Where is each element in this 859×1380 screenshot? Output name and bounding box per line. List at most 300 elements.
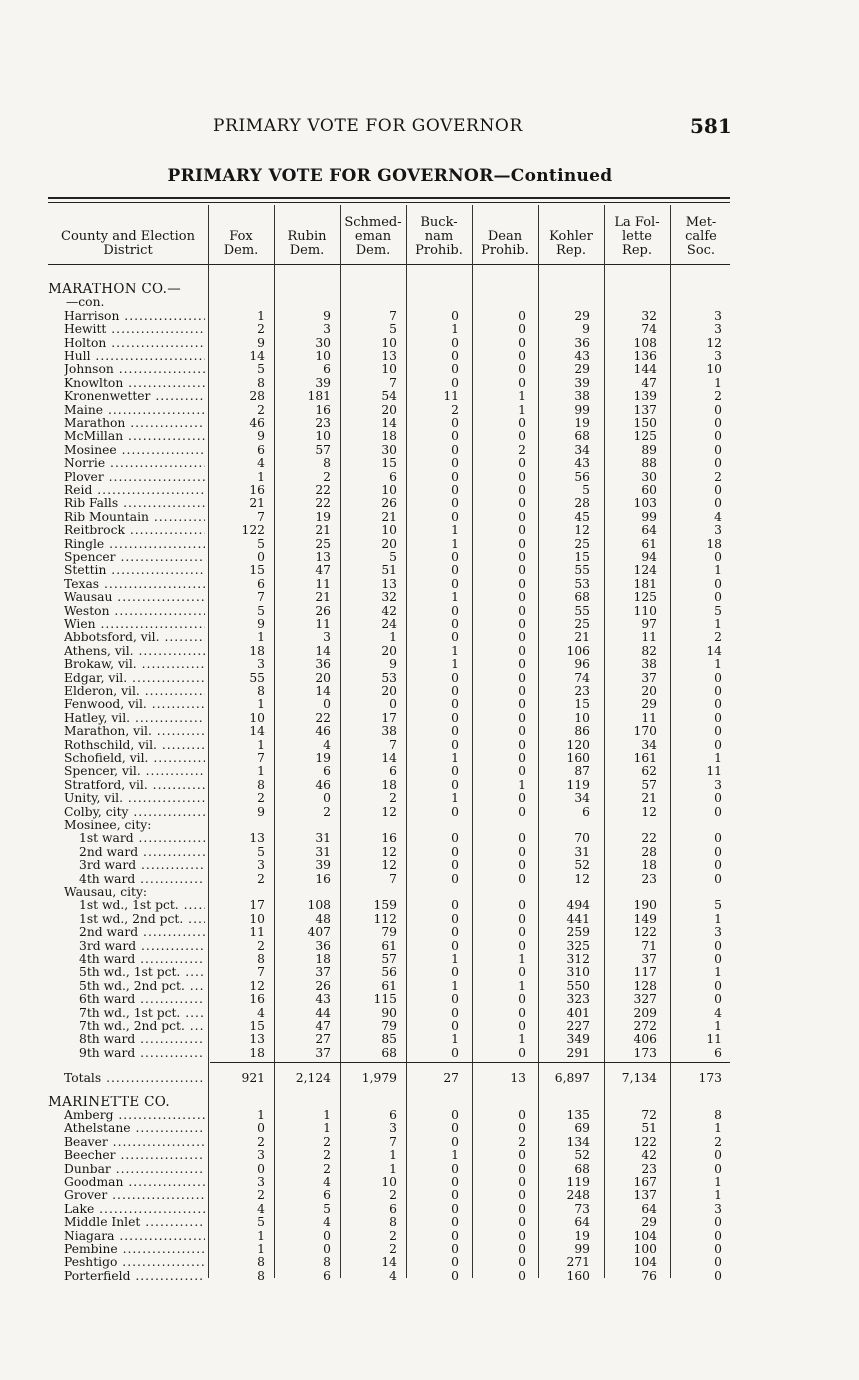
cell-value: 1 — [518, 389, 526, 404]
cell-value: 6 — [389, 469, 397, 484]
table-row — [48, 538, 738, 551]
cell-value: 25 — [574, 536, 590, 551]
cell-value: 1 — [257, 1242, 265, 1256]
cell-value: 44 — [315, 1005, 331, 1020]
cell-value: 2,124 — [295, 1071, 331, 1086]
table-row — [48, 1020, 738, 1033]
row-label-text: Elderon, vil. — [64, 685, 140, 698]
cell-value: 30 — [315, 335, 331, 350]
cell-value: 0 — [451, 858, 459, 873]
schmedeman-header — [340, 216, 406, 258]
cell-value: 74 — [574, 670, 590, 685]
row-label — [79, 1047, 205, 1060]
cell-value: 32 — [641, 308, 657, 323]
cell-value: 0 — [518, 630, 526, 645]
row-label — [79, 859, 205, 872]
cell-value: 271 — [566, 1255, 590, 1270]
row-label-text: Grover — [64, 1189, 108, 1203]
row-label-text: Texas — [64, 577, 100, 591]
cell-value: 144 — [633, 362, 657, 377]
cell-value: 0 — [518, 992, 526, 1007]
cell-value: 0 — [518, 563, 526, 578]
cell-value: 3 — [714, 925, 722, 940]
running-head — [0, 116, 859, 140]
cell-value: 0 — [714, 1161, 722, 1176]
cell-value: 7 — [257, 965, 265, 980]
cell-value: 13 — [249, 1032, 265, 1047]
table-row — [48, 417, 738, 430]
header-line: eman — [354, 229, 392, 244]
row-label-text: Peshtigo — [64, 1256, 118, 1270]
header-line: calfe — [685, 229, 717, 244]
cell-value: 2 — [323, 804, 331, 819]
header-line: Met- — [685, 215, 717, 230]
row-label-text: Rib Mountain — [64, 510, 149, 524]
row-label — [64, 1149, 205, 1162]
table-row — [48, 712, 738, 725]
cell-value: 37 — [641, 952, 657, 966]
cell-value: 272 — [633, 1019, 657, 1033]
cell-value: 0 — [714, 871, 722, 886]
cell-value: 0 — [518, 1268, 526, 1283]
cell-value: 0 — [518, 1108, 526, 1122]
table-row — [48, 993, 738, 1006]
cell-value: 5 — [323, 1201, 331, 1216]
cell-value: 34 — [641, 737, 657, 752]
cell-value: 0 — [451, 724, 459, 739]
table-row — [48, 859, 738, 872]
cell-value: 0 — [518, 858, 526, 873]
row-label-text: Spencer — [64, 551, 116, 564]
cell-value: 173 — [633, 1045, 657, 1060]
cell-value: 6 — [257, 576, 265, 591]
row-label-text: 5th wd., 1st pct. — [79, 966, 181, 980]
row-label — [79, 940, 205, 953]
cell-value: 10 — [381, 335, 397, 350]
row-label — [64, 698, 205, 711]
row-label — [64, 725, 205, 738]
cell-value: 1 — [451, 1148, 459, 1163]
cell-value: 2 — [389, 1228, 397, 1243]
table-row — [48, 739, 738, 752]
cell-value: 6 — [389, 764, 397, 779]
cell-value: 7 — [257, 590, 265, 605]
cell-value: 4 — [323, 1175, 331, 1189]
cell-value: 124 — [633, 563, 657, 578]
cell-value: 0 — [518, 590, 526, 605]
cell-value: 1 — [257, 1108, 265, 1122]
cell-value: 10 — [381, 483, 397, 497]
cell-value: 8 — [714, 1108, 722, 1122]
cell-value: 106 — [566, 643, 590, 658]
cell-value: 0 — [518, 804, 526, 819]
cell-value: 12 — [574, 871, 590, 886]
row-label — [64, 685, 205, 698]
row-label — [79, 993, 205, 1006]
table-row — [48, 1176, 738, 1189]
cell-value: 61 — [381, 938, 397, 953]
cell-value: 122 — [633, 925, 657, 940]
cell-value: 31 — [574, 844, 590, 859]
cell-value: 0 — [451, 1188, 459, 1203]
header-line: La Fol- — [614, 215, 660, 230]
table-row — [48, 806, 738, 819]
cell-value: 0 — [451, 335, 459, 350]
row-label — [64, 497, 205, 510]
cell-value: 0 — [451, 1161, 459, 1176]
cell-value: 11 — [315, 576, 331, 591]
cell-value: 160 — [566, 1268, 590, 1283]
cell-value: 10 — [706, 362, 722, 377]
row-label-text: Wien — [64, 618, 96, 631]
cell-value: 0 — [714, 684, 722, 698]
cell-value: 1 — [257, 308, 265, 323]
cell-value: 15 — [249, 1019, 265, 1033]
cell-value: 6 — [582, 804, 590, 819]
cell-value: 12 — [381, 804, 397, 819]
cell-value: 46 — [315, 724, 331, 739]
cell-value: 10 — [315, 429, 331, 444]
cell-value: 21 — [381, 509, 397, 524]
cell-value: 11 — [641, 630, 657, 645]
cell-value: 1 — [257, 469, 265, 484]
cell-value: 160 — [566, 751, 590, 765]
cell-value: 25 — [574, 617, 590, 631]
cell-value: 1 — [389, 630, 397, 645]
cell-value: 6 — [389, 1108, 397, 1122]
cell-value: 9 — [389, 657, 397, 672]
cell-value: 2 — [257, 322, 265, 337]
cell-value: 29 — [641, 697, 657, 712]
cell-value: 21 — [315, 590, 331, 605]
row-label — [79, 1033, 205, 1046]
table-row — [48, 578, 738, 591]
row-label — [64, 792, 205, 805]
cell-value: 0 — [451, 871, 459, 886]
cell-value: 8 — [257, 952, 265, 966]
row-label-text: Stratford, vil. — [64, 778, 148, 792]
row-label-text: Totals — [64, 1072, 102, 1086]
cell-value: 11 — [443, 389, 459, 404]
cell-value: 248 — [566, 1188, 590, 1203]
cell-value: 0 — [451, 911, 459, 926]
cell-value: 6 — [323, 362, 331, 377]
cell-value: 18 — [249, 643, 265, 658]
cell-value: 10 — [381, 523, 397, 538]
row-label — [64, 806, 205, 819]
row-label-text: Schofield, vil. — [64, 752, 149, 765]
cell-value: 0 — [518, 764, 526, 779]
cell-value: 8 — [257, 375, 265, 390]
cell-value: 43 — [574, 349, 590, 363]
cell-value: 12 — [381, 858, 397, 873]
cell-value: 11 — [706, 1032, 722, 1047]
cell-value: 11 — [315, 617, 331, 631]
row-label — [64, 444, 205, 457]
cell-value: 8 — [323, 456, 331, 471]
cell-value: 0 — [714, 938, 722, 953]
group-label-row — [48, 819, 738, 832]
cell-value: 0 — [518, 1175, 526, 1189]
cell-value: 0 — [518, 670, 526, 685]
cell-value: 0 — [518, 349, 526, 363]
cell-value: 4 — [257, 1201, 265, 1216]
table-row — [48, 551, 738, 564]
cell-value: 1 — [518, 1032, 526, 1047]
row-label — [48, 1096, 348, 1109]
cell-value: 47 — [315, 1019, 331, 1033]
cell-value: 22 — [315, 496, 331, 511]
cell-value: 38 — [574, 389, 590, 404]
cell-value: 64 — [641, 1201, 657, 1216]
cell-value: 0 — [518, 603, 526, 618]
cell-value: 100 — [633, 1242, 657, 1256]
cell-value: 27 — [315, 1032, 331, 1047]
cell-value: 2 — [389, 791, 397, 806]
cell-value: 5 — [389, 550, 397, 564]
cell-value: 39 — [574, 375, 590, 390]
cell-value: 5 — [257, 603, 265, 618]
cell-value: 18 — [381, 429, 397, 444]
cell-value: 550 — [566, 978, 590, 993]
cell-value: 76 — [641, 1268, 657, 1283]
cell-value: 0 — [518, 576, 526, 591]
cell-value: 181 — [307, 389, 331, 404]
cell-value: 15 — [381, 456, 397, 471]
cell-value: 0 — [714, 804, 722, 819]
cell-value: 6 — [257, 442, 265, 457]
cell-value: 0 — [714, 576, 722, 591]
cell-value: 57 — [641, 777, 657, 792]
cell-value: 1 — [389, 1161, 397, 1176]
cell-value: 128 — [633, 978, 657, 993]
row-label — [79, 832, 205, 845]
row-label-text: Beecher — [64, 1149, 116, 1163]
row-label — [79, 913, 205, 926]
cell-value: 0 — [451, 1121, 459, 1136]
cell-value: 8 — [257, 684, 265, 698]
table-row — [48, 1109, 738, 1122]
cell-value: 10 — [249, 911, 265, 926]
table-row — [48, 1136, 738, 1149]
cell-value: 36 — [315, 657, 331, 672]
table-row — [48, 524, 738, 537]
cell-value: 7 — [257, 509, 265, 524]
cell-value: 14 — [315, 643, 331, 658]
header-line: Buck- — [420, 215, 458, 230]
cell-value: 0 — [451, 483, 459, 497]
cell-value: 36 — [315, 938, 331, 953]
row-label — [64, 350, 205, 363]
cell-value: 55 — [574, 563, 590, 578]
table-row — [48, 605, 738, 618]
cell-value: 0 — [451, 563, 459, 578]
cell-value: 26 — [381, 496, 397, 511]
row-label-text: Stettin — [64, 564, 107, 578]
cell-value: 24 — [381, 617, 397, 631]
cell-value: 29 — [641, 1215, 657, 1230]
cell-value: 2 — [323, 1148, 331, 1163]
cell-value: 0 — [714, 697, 722, 712]
cell-value: 37 — [641, 670, 657, 685]
row-label-text: 6th ward — [79, 993, 136, 1007]
cell-value: 0 — [518, 1228, 526, 1243]
row-label — [64, 377, 205, 390]
table-row — [48, 377, 738, 390]
cell-value: 25 — [315, 536, 331, 551]
fox-header — [208, 230, 274, 258]
cell-value: 14 — [315, 684, 331, 698]
row-label-text: 1st wd., 1st pct. — [79, 899, 179, 913]
cell-value: 68 — [574, 590, 590, 605]
cell-value: 2 — [714, 1134, 722, 1149]
row-label — [64, 337, 205, 350]
cell-value: 62 — [641, 764, 657, 779]
cell-value: 1 — [518, 978, 526, 993]
cell-value: 52 — [574, 1148, 590, 1163]
cell-value: 43 — [574, 456, 590, 471]
cell-value: 29 — [574, 362, 590, 377]
cell-value: 1 — [451, 751, 459, 765]
table-row — [48, 1163, 738, 1176]
cell-value: 20 — [641, 684, 657, 698]
group-label-row — [48, 283, 738, 296]
cell-value: 1 — [714, 657, 722, 672]
cell-value: 26 — [315, 603, 331, 618]
cell-value: 64 — [641, 523, 657, 538]
cell-value: 0 — [518, 1019, 526, 1033]
cell-value: 0 — [451, 617, 459, 631]
table-row — [48, 1033, 738, 1046]
cell-value: 1 — [323, 1121, 331, 1136]
cell-value: 0 — [518, 697, 526, 712]
cell-value: 10 — [249, 710, 265, 725]
cell-value: 7 — [389, 737, 397, 752]
row-label-text: Colby, city — [64, 805, 129, 819]
cell-value: 3 — [714, 1201, 722, 1216]
cell-value: 108 — [307, 898, 331, 913]
cell-value: 51 — [381, 563, 397, 578]
cell-value: 61 — [381, 978, 397, 993]
row-label — [64, 417, 205, 430]
cell-value: 9 — [257, 804, 265, 819]
cell-value: 55 — [249, 670, 265, 685]
cell-value: 8 — [323, 1255, 331, 1270]
kohler-header — [538, 230, 604, 258]
row-label-text: Porterfield — [64, 1269, 131, 1283]
cell-value: 1 — [714, 1188, 722, 1203]
row-label-text: Reid — [64, 484, 93, 497]
cell-value: 4 — [714, 509, 722, 524]
table-row — [48, 1189, 738, 1202]
row-label — [64, 390, 205, 403]
cell-value: 0 — [518, 335, 526, 350]
table-row — [48, 497, 738, 510]
row-label-text: Plover — [64, 470, 104, 484]
row-label — [79, 953, 205, 966]
cell-value: 1 — [451, 523, 459, 538]
cell-value: 38 — [381, 724, 397, 739]
cell-value: 112 — [373, 911, 397, 926]
row-label — [64, 484, 205, 497]
row-label-text: Niagara — [64, 1229, 115, 1243]
cell-value: 0 — [714, 791, 722, 806]
cell-value: 3 — [714, 523, 722, 538]
row-label — [79, 1007, 205, 1020]
cell-value: 34 — [574, 791, 590, 806]
cell-value: 0 — [714, 1255, 722, 1270]
cell-value: 0 — [451, 1045, 459, 1060]
row-label — [79, 1020, 205, 1033]
cell-value: 51 — [641, 1121, 657, 1136]
cell-value: 0 — [518, 1161, 526, 1176]
table-row — [48, 310, 738, 323]
table-row — [48, 1047, 738, 1060]
row-label — [64, 538, 205, 551]
cell-value: 0 — [714, 831, 722, 846]
cell-value: 0 — [451, 898, 459, 913]
table-row — [48, 792, 738, 805]
cell-value: 2 — [389, 1188, 397, 1203]
table-row — [48, 1230, 738, 1243]
row-label — [79, 873, 205, 886]
cell-value: 14 — [381, 751, 397, 765]
header-line: Rubin — [287, 229, 327, 244]
cell-value: 0 — [451, 1134, 459, 1149]
cell-value: 1 — [257, 1228, 265, 1243]
row-label-text: 2nd ward — [79, 845, 139, 859]
cell-value: 23 — [574, 684, 590, 698]
table-top-rule — [48, 197, 730, 199]
cell-value: 1 — [451, 657, 459, 672]
cell-value: 0 — [714, 992, 722, 1007]
row-label — [64, 631, 205, 644]
cell-value: 2 — [714, 389, 722, 404]
cell-value: 0 — [451, 684, 459, 698]
row-label-text: Lake — [64, 1202, 95, 1216]
cell-value: 325 — [566, 938, 590, 953]
cell-value: 73 — [574, 1201, 590, 1216]
cell-value: 1 — [451, 536, 459, 551]
cell-value: 4 — [323, 1215, 331, 1230]
cell-value: 0 — [518, 496, 526, 511]
cell-value: 42 — [641, 1148, 657, 1163]
cell-value: 0 — [451, 509, 459, 524]
cell-value: 2 — [518, 1134, 526, 1149]
cell-value: 17 — [381, 710, 397, 725]
cell-value: 1 — [518, 777, 526, 792]
cell-value: 20 — [381, 643, 397, 658]
cell-value: 0 — [518, 1148, 526, 1163]
row-label-text: 7th wd., 2nd pct. — [79, 1020, 185, 1033]
row-label-text: Reitbrock — [64, 524, 125, 538]
cell-value: 1,979 — [361, 1071, 397, 1086]
cell-value: 68 — [574, 1161, 590, 1176]
cell-value: 15 — [574, 550, 590, 564]
cell-value: 88 — [641, 456, 657, 471]
totals-rule — [210, 1062, 730, 1063]
cell-value: 5 — [257, 1215, 265, 1230]
table-row — [48, 444, 738, 457]
cell-value: 68 — [574, 429, 590, 444]
cell-value: 3 — [389, 1121, 397, 1136]
cell-value: 190 — [633, 898, 657, 913]
cell-value: 0 — [518, 416, 526, 430]
cell-value: 21 — [574, 630, 590, 645]
cell-value: 104 — [633, 1255, 657, 1270]
cell-value: 0 — [451, 469, 459, 484]
cell-value: 86 — [574, 724, 590, 739]
